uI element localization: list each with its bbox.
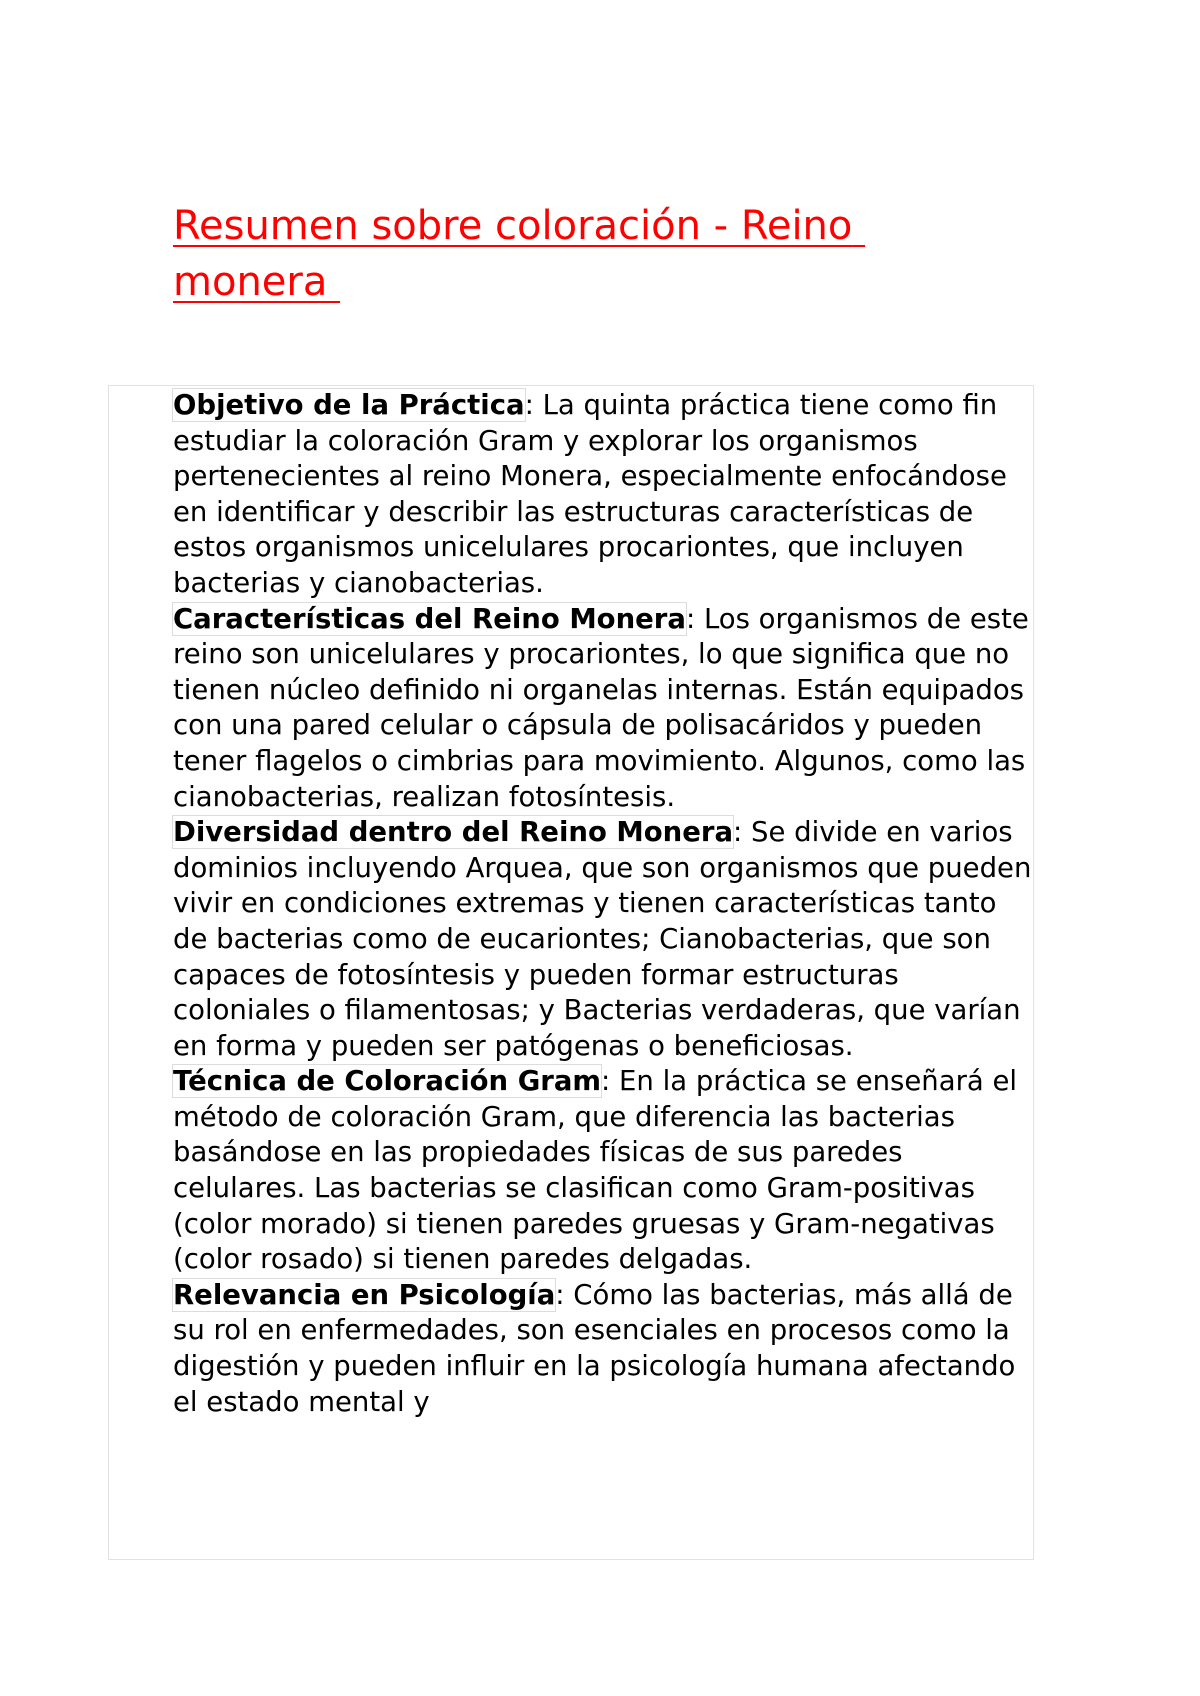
section-heading: Diversidad dentro del Reino Monera <box>173 816 734 849</box>
section-heading: Técnica de Coloración Gram <box>173 1065 602 1098</box>
section-tecnica-gram <box>173 1064 1034 1278</box>
section-text: : Los organismos de este reino son unicelulares y procariontes, lo que significa que no tienen núcleo definido ni organelas internas. Están equipados con una pared celular o cápsula de polisacáridos y pueden tener flagelos o cimbrias para movimiento. Algunos, como las cianobacterias, realizan fotosíntesis. <box>173 602 1029 813</box>
section-text: : Se divide en varios dominios incluyendo Arquea, que son organismos que pueden vivir en condiciones extremas y tienen características tanto de bacterias como de eucariontes; Cianobacterias, que son capaces de fotosíntesis y pueden formar estructuras coloniales o filamentosas; y Bacterias verdaderas, que varían en forma y pueden ser patógenas o beneficiosas. <box>173 816 1032 1062</box>
section-objetivo <box>173 388 1034 602</box>
section-heading: Relevancia en Psicología <box>173 1278 556 1311</box>
section-text: : Cómo las bacterias, más allá de su rol en enfermedades, son esenciales en procesos como la digestión y pueden influir en la psicología humana afectando el estado mental y <box>173 1278 1016 1418</box>
content-body <box>173 388 1034 1420</box>
content-frame <box>108 385 1034 1560</box>
section-diversidad <box>173 815 1034 1064</box>
section-text: : En la práctica se enseñará el método de coloración Gram, que diferencia las bacterias basándose en las propiedades físicas de sus paredes celulares. Las bacterias se clasifican como Gram-positivas (color morado) si tienen paredes gruesas y Gram-negativas (color rosado) si tienen paredes delgadas. <box>173 1065 1018 1276</box>
section-relevancia <box>173 1278 1034 1420</box>
section-text: : La quinta práctica tiene como fin estudiar la coloración Gram y explorar los organismos pertenecientes al reino Monera, especialmente enfocándose en identificar y describir las estructuras características de estos organismos unicelulares procariontes, que incluyen bacterias y cianobacterias. <box>173 389 1007 599</box>
section-heading: Objetivo de la Práctica <box>173 389 525 421</box>
document-title: Resumen sobre coloración - Reino monera <box>173 203 866 305</box>
section-heading: Características del Reino Monera <box>173 602 686 635</box>
section-caracteristicas <box>173 602 1034 816</box>
